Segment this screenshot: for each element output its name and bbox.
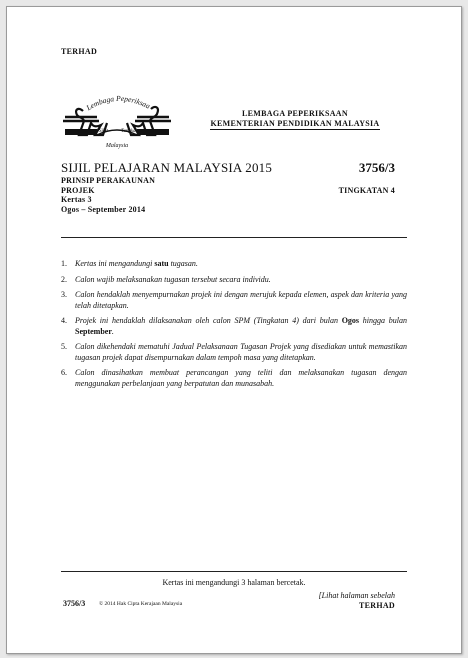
component-name: PROJEK bbox=[61, 185, 95, 195]
svg-text:Sikit: Sikit bbox=[99, 129, 108, 134]
instruction-item: 2. Calon wajib melaksanakan tugasan tersebut secara individu. bbox=[61, 274, 271, 284]
svg-text:Lembaga Peperiksaan: Lembaga Peperiksaa bbox=[84, 93, 152, 113]
instruction-item: 4. Projek ini hendaklah dilaksanakan oleh calon SPM (Tingkatan 4) dari bulan Ogos hingga bulan September. bbox=[61, 316, 407, 336]
examination-board-name bbox=[175, 109, 415, 130]
board-line-1: LEMBAGA PEPERIKSAAN bbox=[242, 109, 348, 118]
divider-top bbox=[61, 237, 407, 238]
instruction-item: 1. Kertas ini mengandungi satu tugasan. bbox=[61, 259, 198, 268]
subject-name: PRINSIP PERAKAUNAN bbox=[61, 176, 156, 185]
divider-bottom bbox=[61, 571, 407, 572]
board-line-2: KEMENTERIAN PENDIDIKAN MALAYSIA bbox=[210, 119, 380, 128]
form-level: TINGKATAN 4 bbox=[338, 186, 395, 195]
examination-board-logo bbox=[57, 87, 177, 151]
svg-text:Malaysia: Malaysia bbox=[105, 143, 129, 149]
instruction-item: 6. Calon dinasihatkan membuat perancangan yang teliti dan melaksanakan tugasan dengan menggunakan perbelanjaan yang berpatutan dan munasabah. bbox=[61, 368, 407, 388]
classification-label-bottom: TERHAD bbox=[358, 601, 395, 610]
instruction-item: 5. Calon dikehendaki mematuhi Jadual Pelaksanaan Tugasan Projek yang disediakan untuk memastikan tugasan projek dapat disempurnakan dalam tempoh masa yang ditetapkan. bbox=[61, 342, 407, 362]
classification-label-top: TERHAD bbox=[61, 47, 98, 56]
instruction-item: 3. Calon hendaklah menyempurnakan projek ini dengan merujuk kepada elemen, aspek dan kriteria yang telah ditetapkan. bbox=[61, 290, 407, 310]
page-count-note: Kertas ini mengandungi 3 halaman bercetak. bbox=[162, 578, 306, 587]
copyright-notice: © 2014 Hak Cipta Kerajaan Malaysia bbox=[99, 601, 183, 607]
instructions-list bbox=[61, 259, 407, 394]
subject-block bbox=[61, 176, 155, 214]
exam-period: Ogos – September 2014 bbox=[61, 204, 146, 214]
exam-title: SIJIL PELAJARAN MALAYSIA 2015 bbox=[61, 160, 273, 175]
svg-text:Tangkas: Tangkas bbox=[121, 129, 138, 134]
paper-code: 3756/3 bbox=[358, 160, 395, 175]
turn-over-note: [Lihat halaman sebelah bbox=[318, 591, 395, 600]
exam-cover-page bbox=[6, 6, 462, 654]
footer-paper-code: 3756/3 bbox=[63, 599, 86, 608]
paper-number: Kertas 3 bbox=[61, 195, 92, 204]
